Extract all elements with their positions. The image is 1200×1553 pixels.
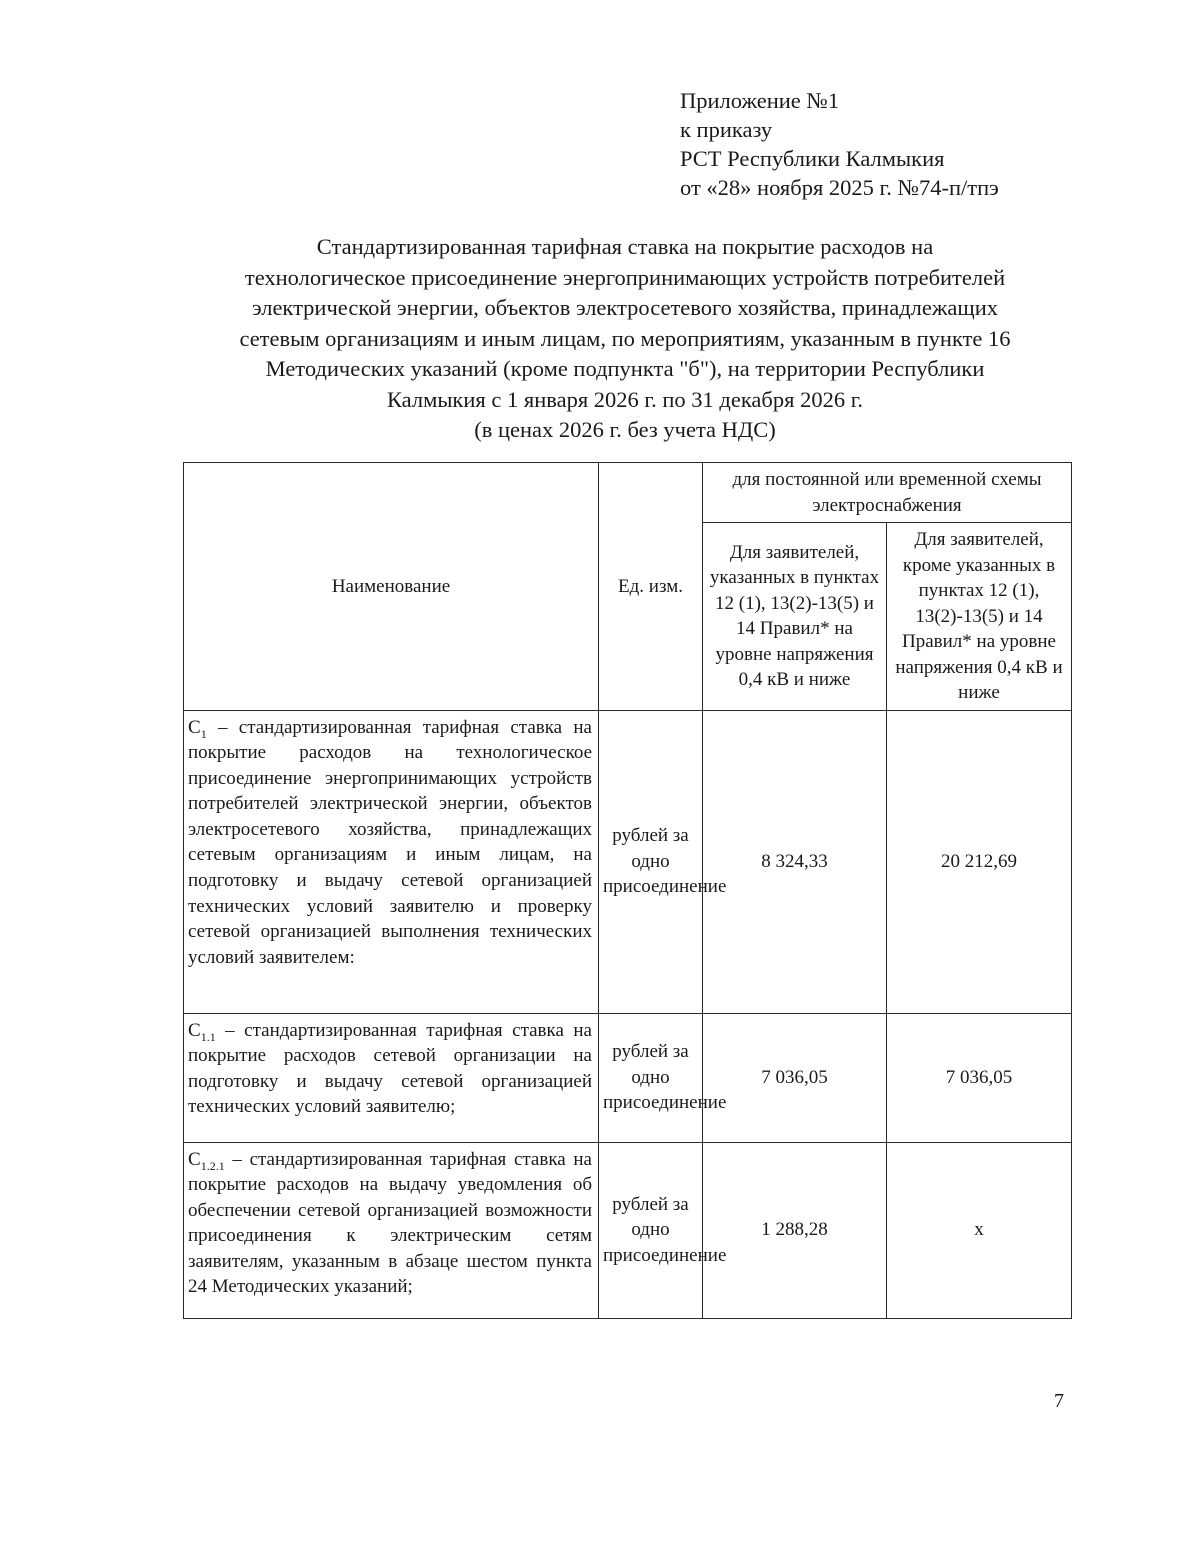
title-line: сетевым организациям и иным лицам, по мероприятиям, указанным в пункте 16	[239, 325, 1011, 351]
row-value1: 8 324,33	[703, 710, 887, 1013]
row-unit: рублей за одно присоединение	[599, 710, 703, 1013]
page-number: 7	[1054, 1390, 1064, 1412]
row-description: – стандартизированная тарифная ставка на покрытие расходов на технологическое присоединение энергопринимающих устройств потребителей электрической энергии, объектов электросетевого хозяйства, принадлежащих сетевым организациям и иным лицам, на подготовку и выдачу сетевой организацией технических условий заявителю и проверку сетевой организацией выполнения технических условий заявителем:	[188, 716, 592, 968]
row-value2: x	[887, 1142, 1072, 1318]
title-line: электрической энергии, объектов электросетевого хозяйства, принадлежащих	[251, 295, 999, 320]
row-code-sub: 1.2.1	[200, 1158, 225, 1173]
tariff-table	[183, 462, 1072, 1319]
title-line: технологическое присоединение энергопринимающих устройств потребителей	[244, 264, 1006, 290]
row-name	[184, 710, 599, 1013]
table-row	[184, 1013, 1072, 1142]
row-unit: рублей за одно присоединение	[599, 1142, 703, 1318]
row-value1: 1 288,28	[703, 1142, 887, 1318]
header-unit: Ед. изм.	[599, 463, 703, 711]
row-code: С	[188, 1019, 201, 1041]
table-row	[184, 710, 1072, 1013]
row-code: С	[188, 716, 201, 738]
document-title	[150, 232, 1100, 446]
row-unit: рублей за одно присоединение	[599, 1013, 703, 1142]
header-name: Наименование	[184, 463, 599, 711]
header-group: для постоянной или временной схемы электроснабжения	[703, 463, 1072, 523]
row-description: – стандартизированная тарифная ставка на покрытие расходов на выдачу уведомления об обеспечении сетевой организацией возможности присоединения к электрическим сетям заявителям, указанным в абзаце шестом пункта 24 Методических указаний;	[188, 1148, 592, 1298]
row-name	[184, 1013, 599, 1142]
row-code: С	[188, 1148, 201, 1170]
row-value2: 7 036,05	[887, 1013, 1072, 1142]
row-value2: 20 212,69	[887, 710, 1072, 1013]
title-line: Стандартизированная тарифная ставка на покрытие расходов на	[316, 234, 934, 259]
row-name	[184, 1142, 599, 1318]
title-line: Калмыкия с 1 января 2026 г. по 31 декабря 2026 г.	[386, 386, 864, 412]
row-code-sub: 1.1	[200, 1029, 216, 1044]
title-line: (в ценах 2026 г. без учета НДС)	[474, 417, 776, 442]
table-row	[184, 1142, 1072, 1318]
annex-header	[680, 86, 999, 202]
header-col1: Для заявителей, указанных в пунктах 12 (1), 13(2)-13(5) и 14 Правил* на уровне напряжения 0,4 кВ и ниже	[703, 523, 887, 711]
header-col2: Для заявителей, кроме указанных в пунктах 12 (1), 13(2)-13(5) и 14 Правил* на уровне напряжения 0,4 кВ и ниже	[887, 523, 1072, 711]
annex-line: от «28» ноября 2025 г. №74-п/тпэ	[680, 175, 999, 200]
row-code-sub: 1	[200, 726, 207, 741]
annex-line: к приказу	[680, 117, 773, 142]
header-row	[184, 463, 1072, 523]
row-value1: 7 036,05	[703, 1013, 887, 1142]
annex-line: РСТ Республики Калмыкия	[680, 146, 945, 171]
title-line: Методических указаний (кроме подпункта "б"), на территории Республики	[265, 356, 985, 381]
row-description: – стандартизированная тарифная ставка на покрытие расходов сетевой организации на подготовку и выдачу сетевой организацией технических условий заявителю;	[188, 1019, 592, 1118]
annex-line: Приложение №1	[680, 88, 840, 113]
